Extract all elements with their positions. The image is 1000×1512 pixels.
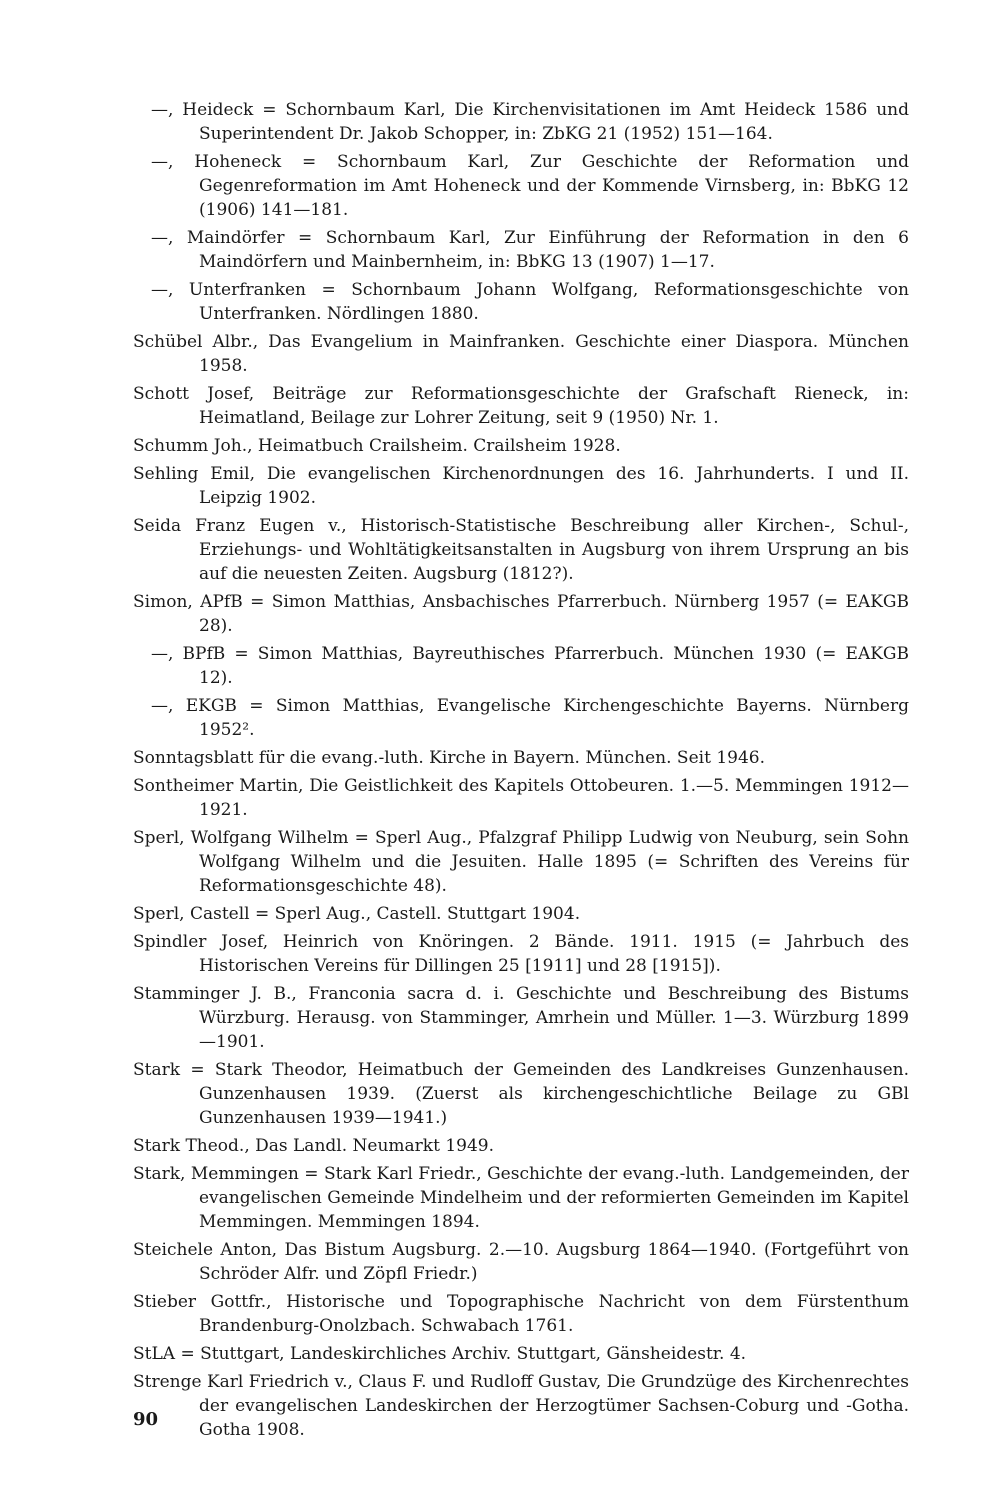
bibliography-entry: Sonntagsblatt für die evang.-luth. Kirche in Bayern. München. Seit 1946. (133, 748, 765, 768)
bibliography-entry: Seida Franz Eugen v., Historisch-Statistische Beschreibung aller Kirchen-, Schul-, Erziehungs- und Wohltätigkeitsanstalten in Augsburg von ihrem Ursprung an bis auf die neuesten Zeiten. Augsburg (1812?). (133, 516, 909, 584)
bibliography-entry: Stark = Stark Theodor, Heimatbuch der Gemeinden des Landkreises Gunzenhausen. Gunzenhausen 1939. (Zuerst als kirchengeschichtliche Beilage zu GBl Gunzenhausen 1939—1941.) (133, 1060, 909, 1128)
bibliography-entry: Schumm Joh., Heimatbuch Crailsheim. Crailsheim 1928. (133, 436, 621, 456)
bibliography-entry: —, Hoheneck = Schornbaum Karl, Zur Geschichte der Reformation und Gegenreformation im Amt Hoheneck und der Kommende Virnsberg, in: BbKG 12 (1906) 141—181. (151, 152, 909, 220)
bibliography-entry: Stieber Gottfr., Historische und Topographische Nachricht von dem Fürstenthum Brandenburg-Onolzbach. Schwabach 1761. (133, 1292, 909, 1336)
page-number: 90 (133, 1409, 159, 1430)
bibliography-entry: Sontheimer Martin, Die Geistlichkeit des Kapitels Ottobeuren. 1.—5. Memmingen 1912—1921. (133, 776, 909, 820)
bibliography-entry: —, EKGB = Simon Matthias, Evangelische Kirchengeschichte Bayerns. Nürnberg 1952². (151, 696, 909, 740)
bibliography-entry: Stark Theod., Das Landl. Neumarkt 1949. (133, 1136, 494, 1156)
bibliography-entry: Schott Josef, Beiträge zur Reformationsgeschichte der Grafschaft Rieneck, in: Heimatland, Beilage zur Lohrer Zeitung, seit 9 (1950) Nr. 1. (133, 384, 909, 428)
bibliography-entry: StLA = Stuttgart, Landeskirchliches Archiv. Stuttgart, Gänsheidestr. 4. (133, 1344, 747, 1364)
bibliography-entry: —, Unterfranken = Schornbaum Johann Wolfgang, Reformationsgeschichte von Unterfranken. Nördlingen 1880. (151, 280, 909, 324)
bibliography-list (133, 98, 909, 1446)
bibliography-entry: —, Heideck = Schornbaum Karl, Die Kirchenvisitationen im Amt Heideck 1586 und Superintendent Dr. Jakob Schopper, in: ZbKG 21 (1952) 151—164. (151, 100, 909, 144)
bibliography-entry: Sperl, Wolfgang Wilhelm = Sperl Aug., Pfalzgraf Philipp Ludwig von Neuburg, sein Sohn Wolfgang Wilhelm und die Jesuiten. Halle 1895 (= Schriften des Vereins für Reformationsgeschichte 48). (133, 828, 909, 896)
bibliography-entry: Steichele Anton, Das Bistum Augsburg. 2.—10. Augsburg 1864—1940. (Fortgeführt von Schröder Alfr. und Zöpfl Friedr.) (133, 1240, 909, 1284)
bibliography-entry: Strenge Karl Friedrich v., Claus F. und Rudloff Gustav, Die Grundzüge des Kirchenrechtes der evangelischen Landeskirchen der Herzogtümer Sachsen-Coburg und -Gotha. Gotha 1908. (133, 1372, 909, 1440)
bibliography-entry: Sperl, Castell = Sperl Aug., Castell. Stuttgart 1904. (133, 904, 581, 924)
bibliography-entry: Schübel Albr., Das Evangelium in Mainfranken. Geschichte einer Diaspora. München 1958. (133, 332, 909, 376)
bibliography-entry: Sehling Emil, Die evangelischen Kirchenordnungen des 16. Jahrhunderts. I und II. Leipzig 1902. (133, 464, 909, 508)
bibliography-entry: Stark, Memmingen = Stark Karl Friedr., Geschichte der evang.-luth. Landgemeinden, der evangelischen Gemeinde Mindelheim und der reformierten Gemeinden im Kapitel Memmingen. Memmingen 1894. (133, 1164, 909, 1232)
bibliography-entry: Spindler Josef, Heinrich von Knöringen. 2 Bände. 1911. 1915 (= Jahrbuch des Historischen Vereins für Dillingen 25 [1911] und 28 [1915]). (133, 932, 909, 976)
bibliography-entry: —, Maindörfer = Schornbaum Karl, Zur Einführung der Reformation in den 6 Maindörfern und Mainbernheim, in: BbKG 13 (1907) 1—17. (151, 228, 909, 272)
bibliography-entry: Stamminger J. B., Franconia sacra d. i. Geschichte und Beschreibung des Bistums Würzburg. Herausg. von Stamminger, Amrhein und Müller. 1—3. Würzburg 1899—1901. (133, 984, 909, 1052)
bibliography-entry: Simon, APfB = Simon Matthias, Ansbachisches Pfarrerbuch. Nürnberg 1957 (= EAKGB 28). (133, 592, 909, 636)
bibliography-entry: —, BPfB = Simon Matthias, Bayreuthisches Pfarrerbuch. München 1930 (= EAKGB 12). (151, 644, 909, 688)
